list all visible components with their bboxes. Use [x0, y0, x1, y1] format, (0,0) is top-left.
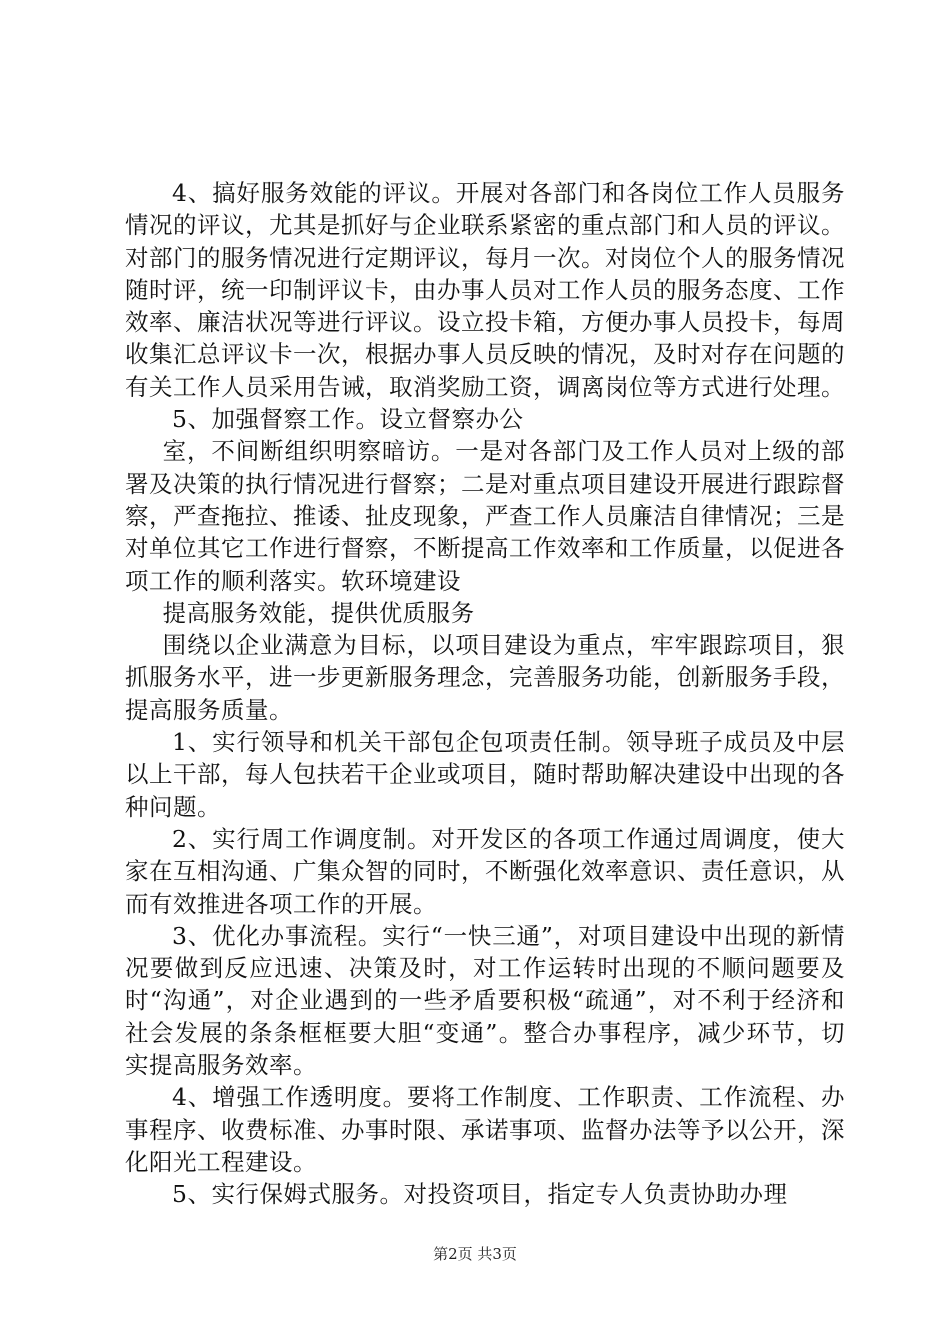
paragraph-optimize-process: 3、优化办事流程。实行“一快三通”，对项目建设中出现的新情况要做到反应迅速、决策及时，对工作运转时出现的不顺问题要及时“沟通”，对企业遇到的一些矛盾要积极“疏通”，对不利于经济和社会发展的条条框框要大胆“变通”。整合办事程序，减少环节，切实提高服务效率。 [125, 921, 845, 1080]
section-heading-service: 提高服务效能，提供优质服务 [162, 598, 475, 627]
paragraph-weekly-dispatch: 2、实行周工作调度制。对开发区的各项工作通过周调度，使大家在互相沟通、广集众智的同时，不断强化效率意识、责任意识，从而有效推进各项工作的开展。 [125, 824, 845, 918]
paragraph-transparency: 4、增强工作透明度。要将工作制度、工作职责、工作流程、办事程序、收费标准、办事时限、承诺事项、监督办法等予以公开，深化阳光工程建设。 [125, 1083, 845, 1176]
paragraph-leader-responsibility: 1、实行领导和机关干部包企包项责任制。领导班子成员及中层以上干部，每人包扶若干企业或项目，随时帮助解决建设中出现的各种问题。 [125, 728, 845, 821]
paragraph-service-evaluation: 4、搞好服务效能的评议。开展对各部门和各岗位工作人员服务情况的评议，尤其是抓好与企业联系紧密的重点部门和人员的评议。对部门的服务情况进行定期评议，每月一次。对岗位个人的服务情况随时评，统一印制评议卡，由办事人员对工作人员的服务态度、工作效率、廉洁状况等进行评议。设立投卡箱，方便办事人员投卡，每周收集汇总评议卡一次，根据办事人员反映的情况，及时对存在问题的有关工作人员采用告诫，取消奖励工资，调离岗位等方式进行处理。 [125, 179, 845, 401]
page-footer: 第2页 共3页 [433, 1245, 517, 1263]
paragraph-service-intro: 围绕以企业满意为目标，以项目建设为重点，牢牢跟踪项目，狠抓服务水平，进一步更新服务理念，完善服务功能，创新服务手段，提高服务质量。 [125, 631, 845, 724]
paragraph-supervision-body: 室，不间断组织明察暗访。一是对各部门及工作人员对上级的部署及决策的执行情况进行督察；二是对重点项目建设开展进行跟踪督察，严查拖拉、推诿、扯皮现象，严查工作人员廉洁自律情况；三是对单位其它工作进行督察，不断提高工作效率和工作质量，以促进各项工作的顺利落实。软环境建设 [125, 437, 845, 595]
paragraph-supervision-heading: 5、加强督察工作。设立督察办公 [172, 405, 524, 434]
document-body [125, 177, 845, 1211]
paragraph-nanny-service: 5、实行保姆式服务。对投资项目，指定专人负责协助办理 [172, 1180, 788, 1209]
